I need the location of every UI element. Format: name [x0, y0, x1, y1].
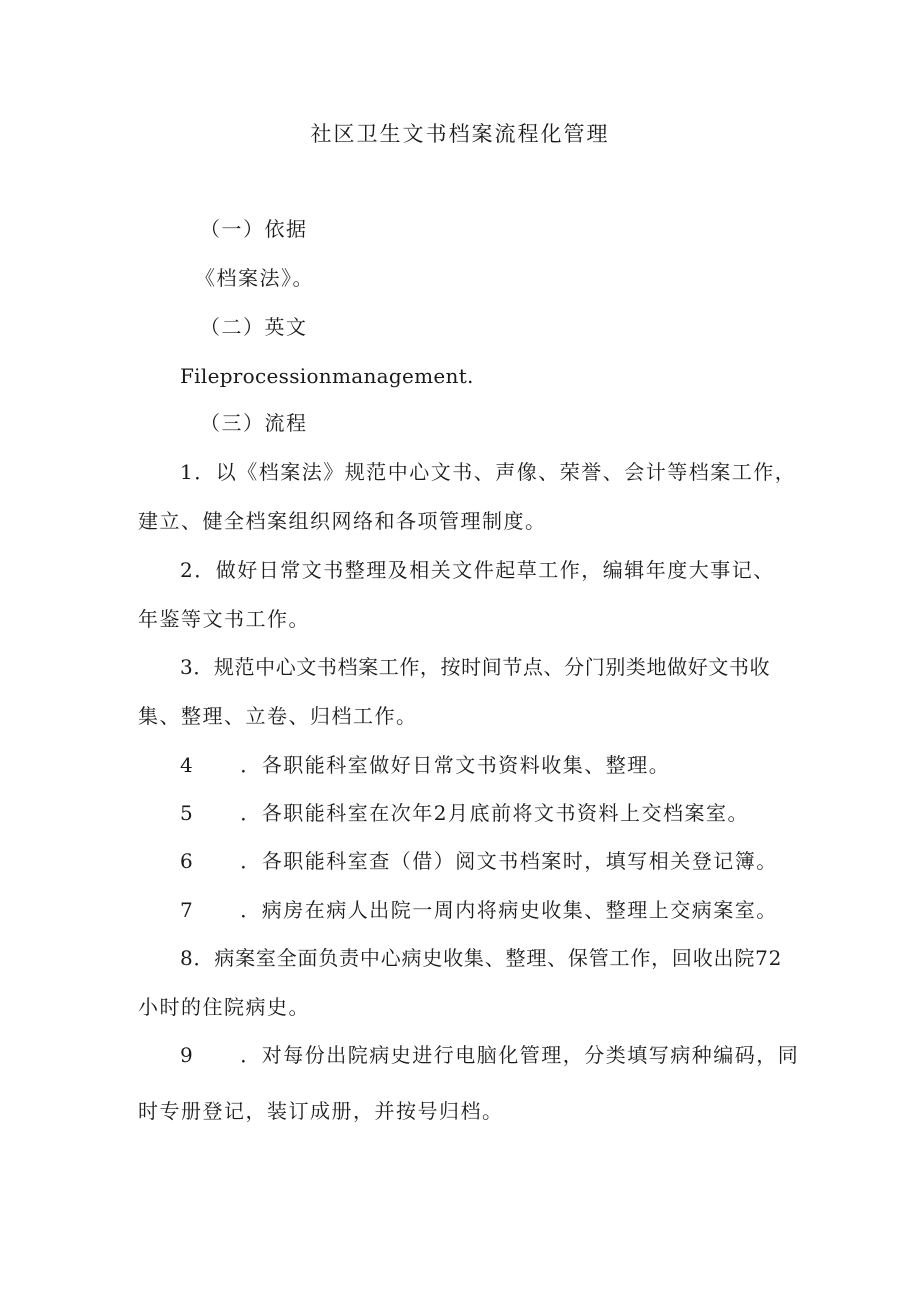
- item-text: ．对每份出院病史进行电脑化管理，分类填写病种编码，同: [240, 1043, 800, 1067]
- list-item-continuation: 小时的住院病史。: [138, 995, 310, 1019]
- item-number: 7: [180, 898, 195, 922]
- item-text: ．以《档案法》规范中心文书、声像、荣誉、会计等档案工作，: [194, 460, 797, 484]
- list-item-continuation: 建立、健全档案组织网络和各项管理制度。: [138, 509, 547, 533]
- list-item: [180, 799, 749, 827]
- item-text: ．各职能科室做好日常文书资料收集、整理。: [240, 753, 671, 777]
- list-item: [180, 896, 778, 924]
- list-item: [180, 1041, 799, 1069]
- process-heading: （三）流程: [200, 411, 308, 435]
- list-item: [180, 847, 778, 875]
- item-text: ．各职能科室在次年2月底前将文书资料上交档案室。: [240, 801, 749, 825]
- basis-heading: （一）依据: [200, 217, 308, 241]
- document-title: 社区卫生文书档案流程化管理: [310, 122, 610, 146]
- item-number: 5: [180, 801, 195, 825]
- list-item: [180, 556, 775, 584]
- english-text: Fileprocessionmanagement.: [180, 364, 474, 388]
- list-item-continuation: 时专册登记，装订成册，并按号归档。: [138, 1099, 504, 1123]
- list-item: [180, 458, 796, 486]
- english-heading: （二）英文: [200, 315, 308, 339]
- item-number: 8: [180, 946, 194, 970]
- list-item: [180, 751, 670, 779]
- item-number: 2: [180, 558, 195, 582]
- item-number: 3: [180, 655, 194, 679]
- item-number: 9: [180, 1043, 195, 1067]
- list-item: [180, 944, 782, 972]
- item-text: ．病案室全面负责中心病史收集、整理、保管工作，回收出院72: [193, 946, 783, 970]
- item-text: ．规范中心文书档案工作，按时间节点、分门别类地做好文书收: [193, 655, 771, 679]
- item-text: ．各职能科室查（借）阅文书档案时，填写相关登记簿。: [240, 849, 778, 873]
- basis-text: 《档案法》。: [195, 266, 314, 290]
- item-text: ．病房在病人出院一周内将病史收集、整理上交病案室。: [240, 898, 778, 922]
- item-number: 1: [180, 460, 195, 484]
- item-number: 4: [180, 753, 195, 777]
- list-item: [180, 653, 770, 681]
- item-number: 6: [180, 849, 195, 873]
- list-item-continuation: 集、整理、立卷、归档工作。: [138, 704, 418, 728]
- item-text: ．做好日常文书整理及相关文件起草工作，编辑年度大事记、: [194, 558, 775, 582]
- list-item-continuation: 年鉴等文书工作。: [138, 607, 310, 631]
